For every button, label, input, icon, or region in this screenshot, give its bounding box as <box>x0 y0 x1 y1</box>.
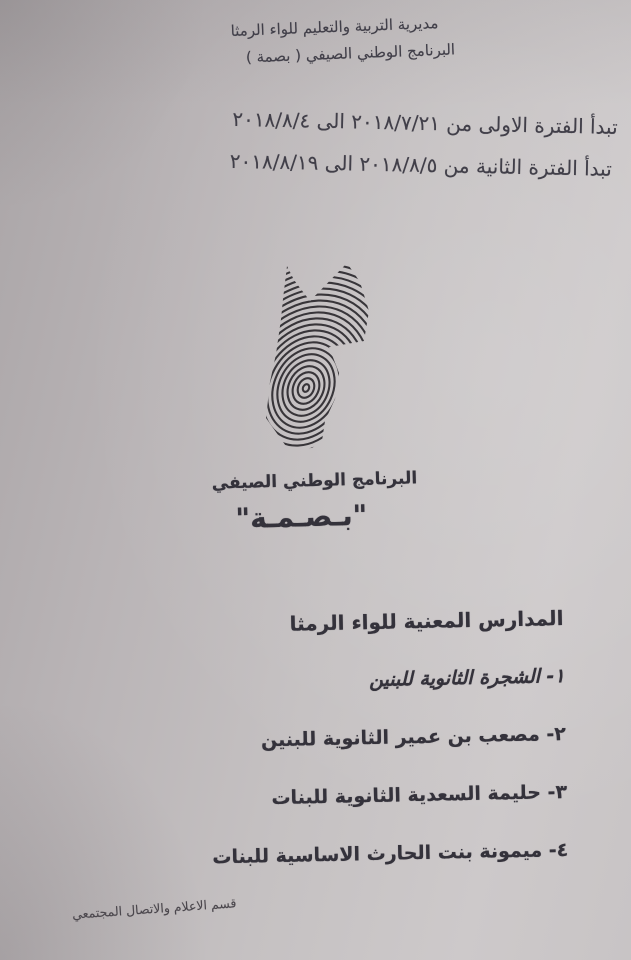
wordmark-program-title: البرنامج الوطني الصيفي <box>211 468 418 494</box>
wordmark-basmah-name: "بـصـمـة" <box>235 498 368 536</box>
schools-section <box>207 598 569 877</box>
document-header <box>212 9 458 72</box>
school-item-4: ٤- ميمونة بنت الحارث الاساسية للبنات <box>212 838 569 869</box>
period-first-line: تبدأ الفترة الاولى من ٢٠١٨/٧/٢١ الى ٢٠١٨/٨/٤ <box>232 106 618 139</box>
period-second-line: تبدأ الفترة الثانية من ٢٠١٨/٨/٥ الى ٢٠١٨/٨/١٩ <box>229 148 612 181</box>
header-program-line: البرنامج الوطني الصيفي ( بصمة ) <box>245 40 456 67</box>
header-directorate-line: مديرية التربية والتعليم للواء الرمثا <box>230 14 439 40</box>
program-periods <box>229 98 618 190</box>
fingerprint-ridges <box>253 255 378 455</box>
school-item-3: ٣- حليمة السعدية الثانوية للبنات <box>271 780 568 810</box>
school-item-2: ٢- مصعب بن عمير الثانوية للبنين <box>260 722 567 752</box>
school-item-1: ١- الشجرة الثانوية للبنين <box>368 664 565 692</box>
jordan-map-fingerprint-icon <box>253 255 378 455</box>
department-credit: قسم الاعلام والاتصال المجتمعي <box>71 895 237 922</box>
schools-heading: المدارس المعنية للواء الرمثا <box>289 605 564 636</box>
program-wordmark <box>209 465 421 538</box>
